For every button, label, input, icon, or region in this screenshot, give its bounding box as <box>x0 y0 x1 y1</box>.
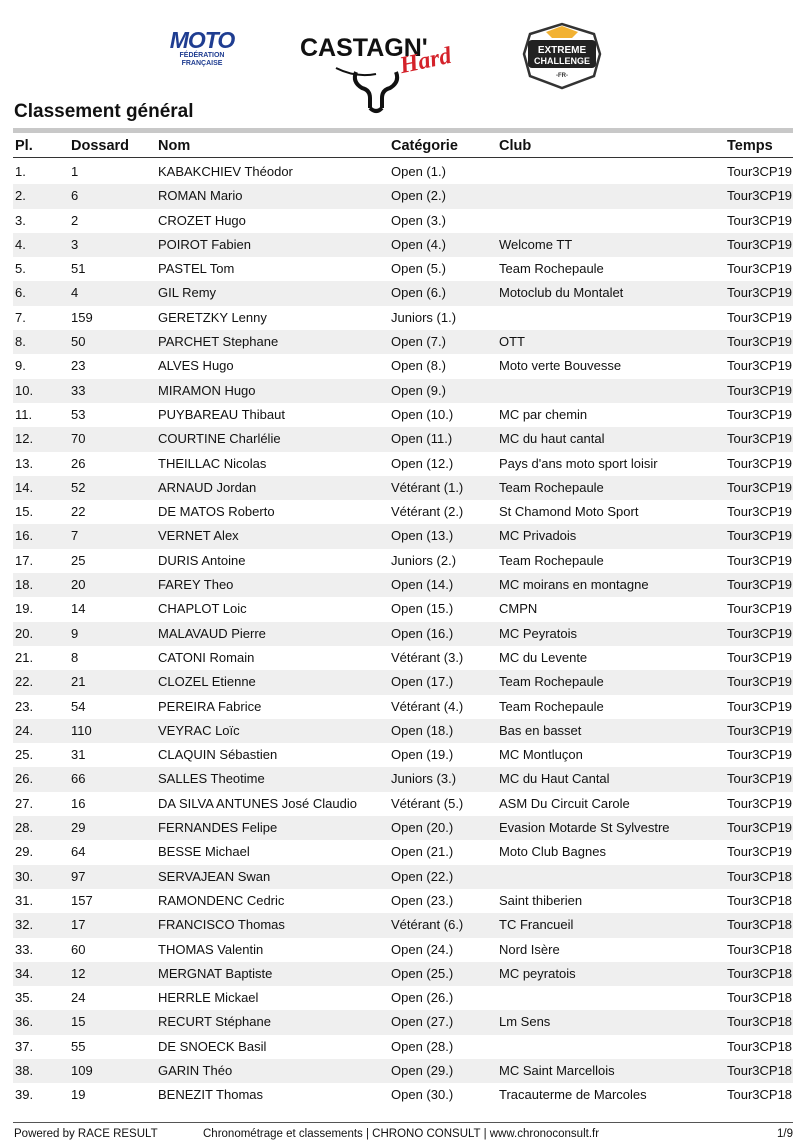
castagn-hard-logo <box>296 24 466 116</box>
table-row <box>13 792 793 816</box>
cell-dossard: 50 <box>71 334 86 350</box>
cell-place: 28. <box>15 820 34 836</box>
cell-place: 6. <box>15 285 26 301</box>
cell-temps: Tour3CP19 <box>727 625 793 641</box>
cell-place: 36. <box>15 1014 34 1030</box>
cell-temps: Tour3CP19 <box>727 309 793 325</box>
cell-nom: ARNAUD Jordan <box>158 479 257 495</box>
table-row <box>13 233 793 257</box>
cell-categorie: Open (6.) <box>391 285 446 301</box>
table-row <box>13 257 793 281</box>
cell-temps: Tour3CP19 <box>727 431 793 447</box>
cell-club: Moto Club Bagnes <box>499 844 606 860</box>
cell-place: 26. <box>15 771 34 787</box>
cell-categorie: Open (8.) <box>391 358 446 374</box>
table-row <box>13 209 793 233</box>
cell-dossard: 24 <box>71 990 86 1006</box>
cell-nom: VERNET Alex <box>158 528 239 544</box>
cell-dossard: 70 <box>71 431 86 447</box>
cell-club: Team Rochepaule <box>499 261 604 277</box>
extreme-logo-line3: -FR- <box>556 73 568 79</box>
cell-club: MC du haut cantal <box>499 431 605 447</box>
cell-temps: Tour3CP19 <box>727 552 793 568</box>
cell-club: Welcome TT <box>499 236 573 252</box>
cell-temps: Tour3CP19 <box>727 674 793 690</box>
cell-dossard: 29 <box>71 820 86 836</box>
cell-club: CMPN <box>499 601 538 617</box>
cell-dossard: 23 <box>71 358 86 374</box>
cell-categorie: Open (24.) <box>391 941 454 957</box>
cell-dossard: 25 <box>71 552 86 568</box>
table-row <box>13 354 793 378</box>
cell-club: ASM Du Circuit Carole <box>499 795 630 811</box>
cell-dossard: 4 <box>71 285 79 301</box>
cell-categorie: Open (16.) <box>391 625 454 641</box>
cell-place: 8. <box>15 334 26 350</box>
cell-nom: MERGNAT Baptiste <box>158 965 273 981</box>
cell-categorie: Open (4.) <box>391 236 446 252</box>
extreme-challenge-logo <box>516 20 608 90</box>
cell-temps: Tour3CP19 <box>727 771 793 787</box>
cell-dossard: 159 <box>71 309 93 325</box>
cell-temps: Tour3CP19 <box>727 479 793 495</box>
column-header-pl: Pl. <box>15 138 33 154</box>
cell-place: 33. <box>15 941 34 957</box>
cell-club: MC peyratois <box>499 965 576 981</box>
cell-categorie: Open (25.) <box>391 965 454 981</box>
table-row <box>13 767 793 791</box>
cell-dossard: 31 <box>71 747 86 763</box>
cell-nom: GARIN Théo <box>158 1062 233 1078</box>
cell-categorie: Open (7.) <box>391 334 446 350</box>
cell-temps: Tour3CP19 <box>727 382 793 398</box>
cell-nom: RAMONDENC Cedric <box>158 892 285 908</box>
cell-temps: Tour3CP19 <box>727 649 793 665</box>
cell-club: Saint thiberien <box>499 892 583 908</box>
cell-categorie: Open (10.) <box>391 406 454 422</box>
cell-dossard: 109 <box>71 1062 93 1078</box>
cell-temps: Tour3CP19 <box>727 212 793 228</box>
cell-categorie: Juniors (3.) <box>391 771 457 787</box>
cell-club: St Chamond Moto Sport <box>499 504 639 520</box>
cell-categorie: Open (21.) <box>391 844 454 860</box>
cell-nom: THEILLAC Nicolas <box>158 455 267 471</box>
cell-dossard: 2 <box>71 212 79 228</box>
cell-dossard: 3 <box>71 236 79 252</box>
cell-dossard: 26 <box>71 455 86 471</box>
cell-club: MC Privadois <box>499 528 577 544</box>
cell-categorie: Juniors (1.) <box>391 309 457 325</box>
cell-categorie: Open (28.) <box>391 1038 454 1054</box>
cell-club: MC moirans en montagne <box>499 577 649 593</box>
cell-temps: Tour3CP19 <box>727 698 793 714</box>
cell-dossard: 12 <box>71 965 86 981</box>
cell-dossard: 97 <box>71 868 86 884</box>
cell-dossard: 53 <box>71 406 86 422</box>
cell-dossard: 110 <box>71 722 92 738</box>
table-row <box>13 476 793 500</box>
cell-temps: Tour3CP19 <box>727 188 793 204</box>
cell-nom: FRANCISCO Thomas <box>158 917 285 933</box>
cell-nom: PARCHET Stephane <box>158 334 279 350</box>
cell-club: MC du Levente <box>499 649 588 665</box>
table-row <box>13 1083 793 1107</box>
cell-place: 30. <box>15 868 34 884</box>
cell-nom: PASTEL Tom <box>158 261 235 277</box>
table-row <box>13 840 793 864</box>
cell-categorie: Vétérant (4.) <box>391 698 464 714</box>
cell-dossard: 20 <box>71 577 86 593</box>
table-row <box>13 500 793 524</box>
cell-nom: FERNANDES Felipe <box>158 820 278 836</box>
cell-place: 23. <box>15 698 34 714</box>
table-row <box>13 452 793 476</box>
table-row <box>13 597 793 621</box>
cell-dossard: 1 <box>71 164 79 179</box>
cell-club: MC Peyratois <box>499 625 578 641</box>
cell-nom: MIRAMON Hugo <box>158 382 256 398</box>
cell-nom: CLAQUIN Sébastien <box>158 747 278 763</box>
cell-dossard: 22 <box>71 504 86 520</box>
table-row <box>13 549 793 573</box>
cell-categorie: Open (12.) <box>391 455 454 471</box>
cell-place: 16. <box>15 528 34 544</box>
cell-nom: PUYBAREAU Thibaut <box>158 406 285 422</box>
cell-place: 20. <box>15 625 34 641</box>
cell-nom: BENEZIT Thomas <box>158 1087 263 1103</box>
bull-horns-icon <box>336 68 397 111</box>
cell-categorie: Vétérant (2.) <box>391 504 464 520</box>
table-row <box>13 1059 793 1083</box>
cell-place: 35. <box>15 990 34 1006</box>
cell-club: Tracauterme de Marcoles <box>499 1087 647 1103</box>
cell-dossard: 55 <box>71 1038 86 1054</box>
cell-categorie: Open (11.) <box>391 431 453 447</box>
footer-powered-by: Powered by RACE RESULT <box>14 1128 158 1140</box>
table-row <box>13 646 793 670</box>
table-row <box>13 281 793 305</box>
cell-nom: THOMAS Valentin <box>158 941 264 957</box>
cell-temps: Tour3CP18 <box>727 965 793 981</box>
cell-nom: DA SILVA ANTUNES José Claudio <box>158 795 357 811</box>
cell-dossard: 8 <box>71 649 79 665</box>
footer-divider <box>13 1122 793 1123</box>
cell-temps: Tour3CP18 <box>727 1087 793 1103</box>
cell-dossard: 51 <box>71 261 86 277</box>
cell-temps: Tour3CP19 <box>727 285 793 301</box>
cell-temps: Tour3CP19 <box>727 528 793 544</box>
column-header-categorie: Catégorie <box>391 138 458 154</box>
table-row <box>13 743 793 767</box>
cell-categorie: Open (3.) <box>391 212 446 228</box>
cell-temps: Tour3CP18 <box>727 917 793 933</box>
cell-dossard: 16 <box>71 795 86 811</box>
cell-place: 25. <box>15 747 34 763</box>
cell-temps: Tour3CP19 <box>727 747 793 763</box>
cell-categorie: Open (5.) <box>391 261 446 277</box>
extreme-logo-line2: CHALLENGE <box>534 56 590 66</box>
cell-place: 7. <box>15 309 26 325</box>
cell-categorie: Vétérant (1.) <box>391 479 464 495</box>
cell-dossard: 33 <box>71 382 86 398</box>
column-header-temps: Temps <box>727 138 773 154</box>
cell-categorie: Juniors (2.) <box>391 552 457 568</box>
cell-dossard: 21 <box>71 674 86 690</box>
cell-temps: Tour3CP18 <box>727 868 793 884</box>
header-divider <box>13 157 793 158</box>
table-row <box>13 986 793 1010</box>
cell-nom: CROZET Hugo <box>158 212 246 228</box>
extreme-logo-line1: EXTREME <box>537 45 587 56</box>
table-row <box>13 427 793 451</box>
cell-temps: Tour3CP18 <box>727 941 793 957</box>
cell-temps: Tour3CP18 <box>727 990 793 1006</box>
cell-nom: SALLES Theotime <box>158 771 265 787</box>
cell-place: 29. <box>15 844 34 860</box>
cell-temps: Tour3CP19 <box>727 164 793 179</box>
cell-club: Pays d'ans moto sport loisir <box>499 455 658 471</box>
cell-temps: Tour3CP18 <box>727 892 793 908</box>
table-row <box>13 403 793 427</box>
cell-place: 13. <box>15 455 34 471</box>
table-row <box>13 306 793 330</box>
results-table <box>13 160 793 1108</box>
cell-temps: Tour3CP19 <box>727 795 793 811</box>
cell-categorie: Vétérant (5.) <box>391 795 464 811</box>
table-row <box>13 622 793 646</box>
cell-categorie: Open (15.) <box>391 601 454 617</box>
title-divider <box>13 128 793 133</box>
cell-nom: KABAKCHIEV Théodor <box>158 164 293 179</box>
cell-temps: Tour3CP19 <box>727 722 793 738</box>
cell-temps: Tour3CP19 <box>727 334 793 350</box>
cell-club: MC par chemin <box>499 406 588 422</box>
table-row <box>13 670 793 694</box>
cell-club: OTT <box>499 334 525 350</box>
cell-place: 15. <box>15 504 34 520</box>
cell-club: MC Montluçon <box>499 747 583 763</box>
cell-place: 22. <box>15 674 34 690</box>
table-row <box>13 379 793 403</box>
cell-categorie: Open (27.) <box>391 1014 454 1030</box>
cell-nom: DURIS Antoine <box>158 552 246 568</box>
cell-dossard: 19 <box>71 1087 86 1103</box>
cell-nom: DE MATOS Roberto <box>158 504 275 520</box>
cell-temps: Tour3CP18 <box>727 1038 793 1054</box>
cell-place: 3. <box>15 212 26 228</box>
cell-categorie: Open (9.) <box>391 382 446 398</box>
cell-nom: CATONI Romain <box>158 649 255 665</box>
table-row <box>13 889 793 913</box>
cell-nom: POIROT Fabien <box>158 236 251 252</box>
cell-nom: CLOZEL Etienne <box>158 674 256 690</box>
cell-place: 19. <box>15 601 34 617</box>
ffm-logo-line3: FRANÇAISE <box>181 60 223 67</box>
column-header-nom: Nom <box>158 138 191 154</box>
table-row <box>13 1035 793 1059</box>
cell-temps: Tour3CP19 <box>727 358 793 374</box>
footer-credits: Chronométrage et classements | CHRONO CONSULT | www.chronoconsult.fr <box>203 1128 600 1140</box>
cell-nom: HERRLE Mickael <box>158 990 259 1006</box>
table-row <box>13 938 793 962</box>
cell-categorie: Vétérant (3.) <box>391 649 464 665</box>
page-number: 1/9 <box>777 1128 793 1140</box>
cell-place: 18. <box>15 577 34 593</box>
table-row <box>13 1010 793 1034</box>
page-title: Classement général <box>14 101 194 122</box>
cell-categorie: Open (19.) <box>391 747 454 763</box>
cell-categorie: Vétérant (6.) <box>391 917 464 933</box>
cell-nom: COURTINE Charlélie <box>158 431 281 447</box>
table-row <box>13 695 793 719</box>
cell-temps: Tour3CP18 <box>727 1014 793 1030</box>
cell-nom: BESSE Michael <box>158 844 250 860</box>
cell-club: MC Saint Marcellois <box>499 1062 615 1078</box>
cell-categorie: Open (20.) <box>391 820 454 836</box>
cell-temps: Tour3CP18 <box>727 1062 793 1078</box>
cell-club: Team Rochepaule <box>499 552 604 568</box>
cell-categorie: Open (29.) <box>391 1062 454 1078</box>
cell-categorie: Open (23.) <box>391 892 454 908</box>
cell-temps: Tour3CP19 <box>727 261 793 277</box>
table-row <box>13 962 793 986</box>
cell-temps: Tour3CP19 <box>727 601 793 617</box>
cell-club: Team Rochepaule <box>499 698 604 714</box>
cell-nom: PEREIRA Fabrice <box>158 698 262 714</box>
cell-nom: SERVAJEAN Swan <box>158 868 271 884</box>
cell-categorie: Open (18.) <box>391 722 454 738</box>
castagn-logo-text: CASTAGN' <box>300 34 428 62</box>
column-header-club: Club <box>499 138 532 154</box>
cell-dossard: 157 <box>71 892 93 908</box>
cell-categorie: Open (2.) <box>391 188 446 204</box>
cell-dossard: 14 <box>71 601 86 617</box>
cell-dossard: 15 <box>71 1014 86 1030</box>
cell-nom: VEYRAC Loïc <box>158 722 240 738</box>
ffm-logo-line2: FÉDÉRATION <box>179 52 225 59</box>
table-row <box>13 719 793 743</box>
cell-club: Lm Sens <box>499 1014 551 1030</box>
table-row <box>13 330 793 354</box>
table-row <box>13 160 793 184</box>
table-row <box>13 524 793 548</box>
cell-place: 12. <box>15 431 34 447</box>
cell-nom: FAREY Theo <box>158 577 234 593</box>
cell-place: 14. <box>15 479 34 495</box>
cell-temps: Tour3CP19 <box>727 577 793 593</box>
cell-nom: GIL Remy <box>158 285 217 301</box>
cell-categorie: Open (1.) <box>391 164 446 179</box>
cell-categorie: Open (30.) <box>391 1087 454 1103</box>
cell-nom: CHAPLOT Loic <box>158 601 247 617</box>
cell-club: Nord Isère <box>499 941 560 957</box>
cell-dossard: 6 <box>71 188 79 204</box>
table-row <box>13 573 793 597</box>
cell-temps: Tour3CP19 <box>727 844 793 860</box>
cell-place: 38. <box>15 1062 34 1078</box>
cell-club: MC du Haut Cantal <box>499 771 610 787</box>
cell-place: 21. <box>15 649 34 665</box>
ffm-logo <box>168 28 236 72</box>
cell-club: Team Rochepaule <box>499 479 604 495</box>
cell-temps: Tour3CP19 <box>727 455 793 471</box>
cell-place: 17. <box>15 552 34 568</box>
table-row <box>13 816 793 840</box>
ffm-logo-moto: MOTO <box>169 27 235 53</box>
cell-dossard: 54 <box>71 698 86 714</box>
cell-place: 37. <box>15 1038 34 1054</box>
column-header-dossard: Dossard <box>71 138 130 154</box>
table-row <box>13 865 793 889</box>
cell-nom: GERETZKY Lenny <box>158 309 267 325</box>
cell-temps: Tour3CP19 <box>727 820 793 836</box>
cell-place: 9. <box>15 358 26 374</box>
cell-nom: ALVES Hugo <box>158 358 234 374</box>
cell-place: 34. <box>15 965 34 981</box>
cell-dossard: 66 <box>71 771 86 787</box>
cell-club: Evasion Motarde St Sylvestre <box>499 820 670 836</box>
castagn-logo-hard: Hard <box>397 42 454 80</box>
cell-nom: MALAVAUD Pierre <box>158 625 266 641</box>
cell-temps: Tour3CP19 <box>727 236 793 252</box>
cell-place: 1. <box>15 164 26 179</box>
cell-categorie: Open (17.) <box>391 674 454 690</box>
cell-dossard: 9 <box>71 625 79 641</box>
table-row <box>13 184 793 208</box>
cell-place: 24. <box>15 722 34 738</box>
cell-place: 31. <box>15 892 34 908</box>
cell-categorie: Open (26.) <box>391 990 454 1006</box>
cell-nom: RECURT Stéphane <box>158 1014 271 1030</box>
cell-club: Bas en basset <box>499 722 582 738</box>
cell-place: 4. <box>15 236 26 252</box>
cell-categorie: Open (13.) <box>391 528 454 544</box>
cell-club: Moto verte Bouvesse <box>499 358 622 374</box>
cell-dossard: 60 <box>71 941 86 957</box>
cell-nom: ROMAN Mario <box>158 188 243 204</box>
cell-place: 32. <box>15 917 34 933</box>
cell-dossard: 7 <box>71 528 79 544</box>
cell-place: 2. <box>15 188 26 204</box>
cell-categorie: Open (14.) <box>391 577 454 593</box>
cell-place: 10. <box>15 382 34 398</box>
cell-club: Team Rochepaule <box>499 674 604 690</box>
cell-dossard: 64 <box>71 844 86 860</box>
cell-place: 39. <box>15 1087 34 1103</box>
cell-nom: DE SNOECK Basil <box>158 1038 267 1054</box>
cell-club: TC Francueil <box>499 917 574 933</box>
cell-club: Motoclub du Montalet <box>499 285 624 301</box>
table-row <box>13 913 793 937</box>
cell-categorie: Open (22.) <box>391 868 454 884</box>
cell-place: 27. <box>15 795 34 811</box>
cell-place: 5. <box>15 261 26 277</box>
cell-temps: Tour3CP19 <box>727 504 793 520</box>
cell-place: 11. <box>15 406 33 422</box>
cell-dossard: 52 <box>71 479 86 495</box>
cell-temps: Tour3CP19 <box>727 406 793 422</box>
cell-dossard: 17 <box>71 917 86 933</box>
